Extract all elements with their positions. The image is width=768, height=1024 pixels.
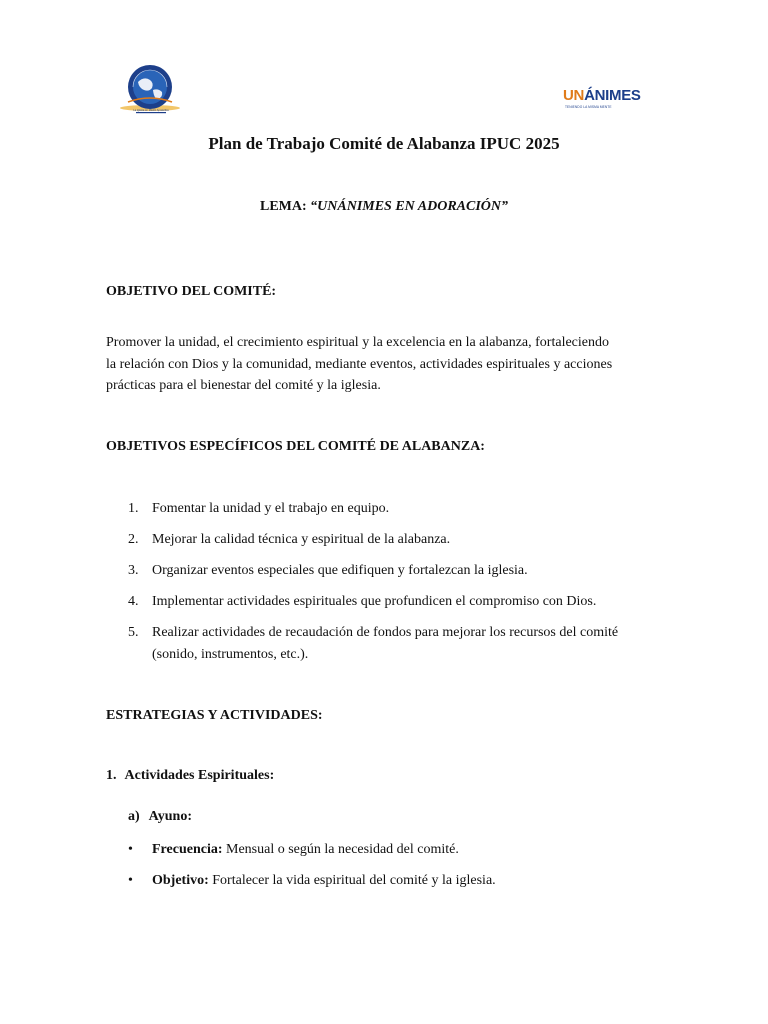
lema-label: LEMA: (259, 199, 307, 214)
section-heading-actividades: 1. Actividades Espirituales: (106, 768, 275, 783)
ipuc-logo (116, 62, 186, 118)
bullet-item-frecuencia: • Frecuencia: Mensual o según la necesidad del comité. (128, 842, 459, 857)
lema-line (0, 199, 768, 215)
unanimes-subtitle: TENIENDO LA MISMA MENTE (565, 105, 612, 109)
unanimes-wordmark: UNÁNIMES (563, 87, 641, 104)
ipuc-tagline: La Iglesia en Misión Apostólica (133, 109, 169, 112)
list-item: 4. Implementar actividades espirituales que profundicen el compromiso con Dios. (128, 594, 597, 609)
bullet-icon: • (128, 873, 133, 888)
document-title: Plan de Trabajo Comité de Alabanza IPUC 2025 (208, 134, 560, 153)
estrategias-heading: ESTRATEGIAS Y ACTIVIDADES: (106, 708, 323, 723)
objetivo-line: Promover la unidad, el crecimiento espiritual y la excelencia en la alabanza, fortaleciendo (106, 335, 609, 350)
unanimes-logo (563, 88, 639, 114)
list-item: 3. Organizar eventos especiales que edifiquen y fortalezcan la iglesia. (128, 563, 528, 578)
list-item: 1. Fomentar la unidad y el trabajo en equipo. (128, 501, 390, 516)
objetivo-paragraph (106, 332, 666, 397)
bullet-item-objetivo: • Objetivo: Fortalecer la vida espiritual del comité y la iglesia. (128, 873, 496, 888)
objetivo-line: prácticas para el bienestar del comité y la iglesia. (106, 378, 381, 393)
bullet-icon: • (128, 842, 133, 857)
especificos-heading: OBJETIVOS ESPECÍFICOS DEL COMITÉ DE ALABANZA: (106, 439, 485, 454)
objetivo-line: la relación con Dios y la comunidad, mediante eventos, actividades espirituales y acciones (106, 356, 613, 372)
objetivo-heading: OBJETIVO DEL COMITÉ: (106, 284, 277, 299)
list-item: 5. Realizar actividades de recaudación de fondos para mejorar los recursos del comité (sonido, instrumentos, etc.). (128, 625, 619, 662)
especificos-list (106, 498, 666, 675)
subsection-ayuno: a) Ayuno: (128, 809, 192, 824)
list-item: 2. Mejorar la calidad técnica y espiritual de la alabanza. (128, 532, 451, 547)
lema-text: “UNÁNIMES EN ADORACIÓN” (310, 199, 509, 214)
